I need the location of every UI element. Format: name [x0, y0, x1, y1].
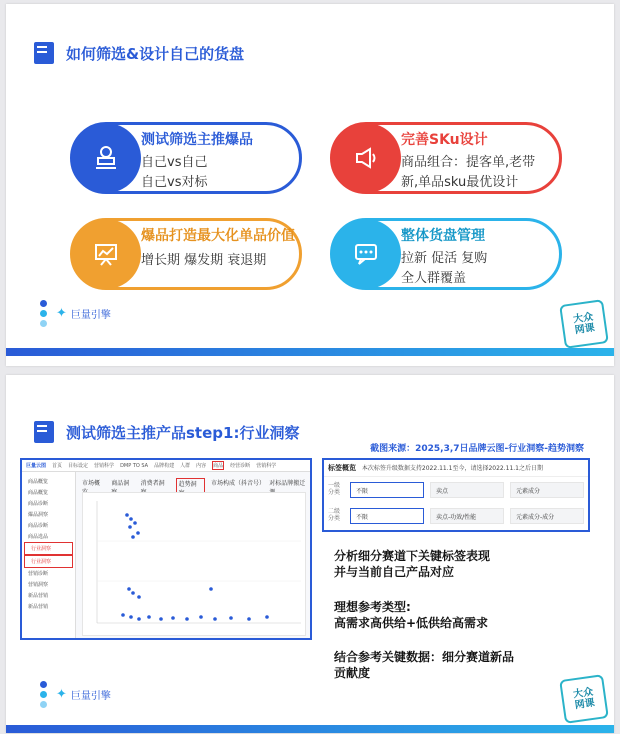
slide-2 — [6, 375, 614, 733]
sidebar-item: 营销诊断 — [28, 571, 49, 577]
slide-1-header — [34, 42, 244, 64]
topbar-item: 经营诊断 — [230, 463, 251, 469]
tag-row-level2 — [328, 508, 584, 524]
tab: 消费者洞 — [140, 480, 165, 487]
stamp-line: 大众 — [572, 686, 594, 701]
topbar-item: 目标设定 — [68, 463, 89, 469]
yuntu-screenshot — [20, 458, 312, 640]
card-line: 自己vs对标 — [141, 175, 208, 190]
sidebar-item-industry-insight: 行业洞察 — [24, 542, 73, 555]
tab: 市场构成（抖音号） — [210, 480, 265, 487]
topbar-item: 巨量云图 — [26, 463, 47, 469]
tag-option[interactable]: 不限 — [350, 508, 424, 524]
topbar-item: 内容 — [196, 463, 207, 469]
text-line: 结合参考关键数据：细分赛道新品 — [334, 650, 515, 664]
topbar-item: 品牌构建 — [154, 463, 175, 469]
logo-text: 巨量引擎 — [70, 310, 111, 321]
tag-option[interactable]: 元素成分-成分 — [510, 508, 584, 524]
card-maximize-value — [70, 218, 302, 290]
text-line: 理想参考类型: — [334, 600, 411, 614]
screenshot-sidebar — [22, 472, 76, 638]
tag-option[interactable]: 卖点 — [430, 482, 504, 498]
slide-1-title: 如何筛选&设计自己的货盘 — [66, 44, 245, 63]
analysis-text-2 — [334, 599, 488, 631]
stamp-line: 大众 — [572, 311, 594, 326]
tag-overview-panel — [322, 458, 590, 532]
text-line: 贡献度 — [334, 666, 371, 680]
watermark-stamp — [559, 299, 609, 349]
tag-panel-note: 本次标签升级数据支持2022.11.1至今，请选择2022.11.1之后日期 — [361, 465, 543, 472]
text-line: 分析细分赛道下关键标签表现 — [334, 549, 491, 563]
brand-logo — [56, 306, 111, 321]
text-line: 并与当前自己产品对应 — [334, 565, 455, 579]
sidebar-item: 商品诊断 — [28, 501, 49, 507]
source-note: 截图来源：2025,3,7日品牌云图-行业洞察-趋势洞察 — [370, 444, 584, 454]
sidebar-item: 新品营销 — [28, 593, 49, 599]
topbar-item: 首页 — [52, 463, 63, 469]
tag-row-label: 二级分类 — [328, 508, 341, 522]
sidebar-item: 商品概览 — [28, 490, 49, 496]
tab: 市场概 — [82, 480, 101, 487]
screenshot-topbar — [22, 460, 310, 472]
logo-text: 巨量引擎 — [70, 691, 111, 702]
sidebar-item: 营销洞察 — [28, 582, 49, 588]
tag-row-level1 — [328, 482, 584, 498]
tab-trend-insight: 趋势洞 — [176, 478, 205, 498]
megaphone-icon — [331, 123, 401, 193]
slide-2-header — [34, 421, 299, 443]
tag-option[interactable]: 不限 — [350, 482, 424, 498]
tag-row-label: 一级分类 — [328, 482, 341, 496]
stamp-icon — [71, 123, 141, 193]
card-title: 整体货盘管理 — [401, 228, 485, 244]
card-overall-management — [330, 218, 562, 290]
bottom-bar — [6, 348, 614, 356]
decor-dots — [40, 681, 47, 711]
card-title: 爆品打造最大化单品价值 — [141, 228, 295, 244]
logo-icon: ✦ — [56, 687, 67, 702]
book-icon — [34, 42, 54, 64]
sidebar-item-industry-insight-sub: 行业洞察 — [24, 555, 73, 568]
tag-panel-title: 标签概览 — [328, 464, 356, 472]
tag-option[interactable]: 元素成分 — [510, 482, 584, 498]
topbar-item: 营销科学 — [94, 463, 115, 469]
topbar-item: 商品 — [213, 463, 224, 469]
card-test-hot-product — [70, 122, 302, 194]
bottom-bar — [6, 725, 614, 733]
card-line: 自己vs自己 — [141, 155, 208, 170]
topbar-item: 营销科学 — [256, 463, 277, 469]
card-line: 商品组合：提客单,老带 — [401, 155, 536, 170]
tag-panel-header — [324, 460, 588, 477]
sidebar-item: 商品概览 — [28, 479, 49, 485]
book-icon — [34, 421, 54, 443]
topbar-item: 人群 — [180, 463, 191, 469]
sidebar-item: 商品诊断 — [28, 523, 49, 529]
tab: 商品洞 — [111, 480, 130, 487]
watermark-stamp — [559, 674, 609, 724]
card-title: 测试筛选主推爆品 — [141, 132, 253, 148]
logo-icon: ✦ — [56, 306, 67, 321]
scatter-plot — [82, 492, 306, 636]
stamp-line: 网课 — [574, 322, 596, 337]
card-title: 完善SKu设计 — [401, 132, 488, 148]
brand-logo — [56, 687, 111, 702]
sidebar-item: 新品营销 — [28, 604, 49, 610]
card-line: 增长期 爆发期 衰退期 — [141, 253, 267, 268]
text-line: 高需求高供给+低供给高需求 — [334, 616, 489, 630]
decor-dots — [40, 300, 47, 330]
chat-icon — [331, 219, 401, 289]
card-line: 全人群覆盖 — [401, 271, 467, 286]
analysis-text-3 — [334, 649, 514, 681]
slide-1 — [6, 4, 614, 366]
presentation-icon — [71, 219, 141, 289]
card-line: 新,单品sku最优设计 — [401, 175, 519, 190]
card-sku-design — [330, 122, 562, 194]
stamp-line: 网课 — [574, 697, 596, 712]
analysis-text-1 — [334, 548, 490, 580]
topbar-item: DMP TO SA — [120, 462, 149, 469]
tag-option[interactable]: 卖点-功效/性能 — [430, 508, 504, 524]
sidebar-item: 爆品洞察 — [28, 512, 49, 518]
sidebar-item: 商品选品 — [28, 534, 49, 540]
card-line: 拉新 促活 复购 — [401, 251, 488, 266]
scatter-plot-svg — [83, 493, 307, 637]
tab: 对标品牌搬迁 — [269, 480, 306, 487]
slide-2-title: 测试筛选主推产品step1:行业洞察 — [66, 423, 300, 442]
